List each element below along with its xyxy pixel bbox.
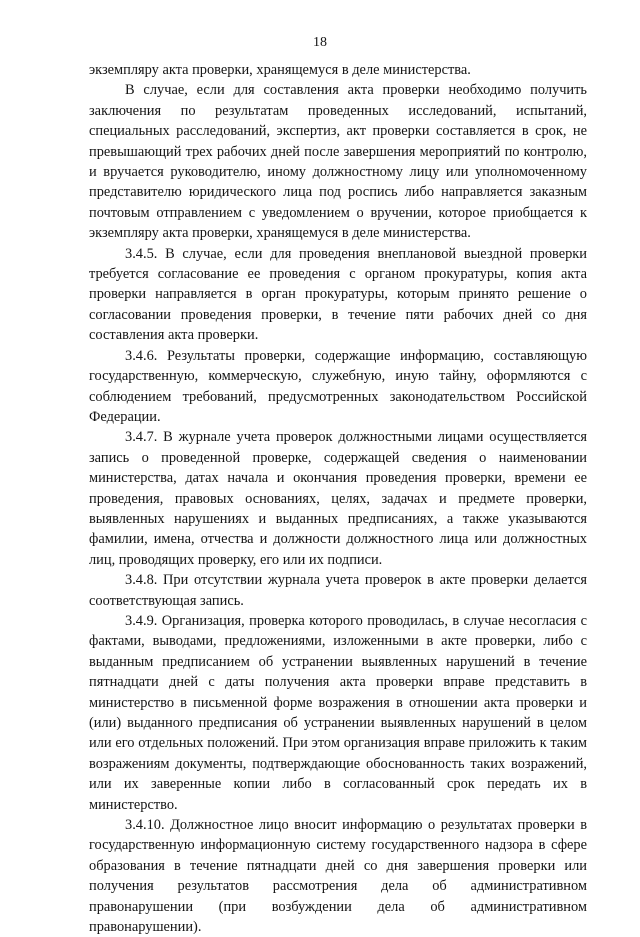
paragraph-3-4-9: 3.4.9. Организация, проверка которого проводилась, в случае несогласия с фактами, выводами, предложениями, изложенными в акте проверки, либо с выданным предписанием об устранении выявленных нарушений в течение пятнадцати дней с даты получения акта проверки вправе представить в министерство в письменной форме возражения в отношении акта проверки и (или) выданного предписания об устранении выявленных нарушений в целом или его отдельных положений. При этом организация вправе приложить к таким возражениям документы, подтверждающие обоснованность таких возражений, или их заверенные копии либо в согласованный срок передать их в министерство.	[89, 612, 587, 813]
page-number: 18	[313, 35, 327, 50]
paragraph-3-4-8: 3.4.8. При отсутствии журнала учета проверок в акте проверки делается соответствующая запись.	[89, 572, 587, 609]
paragraph-3-4-10: 3.4.10. Должностное лицо вносит информацию о результатах проверки в государственную информационную систему государственного надзора в сфере образования в течение пятнадцати дней со дня завершения проверки или получения результатов рассмотрения дела об административном правонарушении (при возбуждении дела об административном правонарушении).	[89, 817, 587, 936]
paragraph-3-4-6: 3.4.6. Результаты проверки, содержащие информацию, составляющую государственную, коммерческую, служебную, иную тайну, оформляются с соблюдением требований, предусмотренных законодательством Российской Федерации.	[89, 347, 587, 425]
paragraph-3-4-5: 3.4.5. В случае, если для проведения внеплановой выездной проверки требуется согласование ее проведения с органом прокуратуры, копия акта проверки направляется в орган прокуратуры, которым принято решение о согласовании проведения проверки, в течение пяти рабочих дней со дня составления акта проверки.	[89, 245, 587, 344]
paragraph-continuation: экземпляру акта проверки, хранящемуся в деле министерства.	[89, 62, 471, 78]
document-body	[89, 60, 587, 937]
paragraph-3-4-7: 3.4.7. В журнале учета проверок должностными лицами осуществляется запись о проведенной проверке, содержащей сведения о наименовании министерства, датах начала и окончания проведения проверки, времени ее проведения, правовых основаниях, целях, задачах и предмете проверки, выявленных нарушениях и выданных предписаниях, а также указываются фамилии, имена, отчества и должности должностного лица или должностных лиц, проводящих проверку, его или их подписи.	[89, 429, 587, 568]
paragraph-act-deadline: В случае, если для составления акта проверки необходимо получить заключения по результатам проведенных исследований, испытаний, специальных расследований, экспертиз, акт проверки составляется в срок, не превышающий трех рабочих дней после завершения мероприятий по контролю, и вручается руководителю, иному должностному лицу или уполномоченному представителю юридического лица под роспись либо направляется заказным почтовым отправлением с уведомлением о вручении, которое приобщается к экземпляру акта проверки, хранящемуся в деле министерства.	[89, 82, 587, 242]
